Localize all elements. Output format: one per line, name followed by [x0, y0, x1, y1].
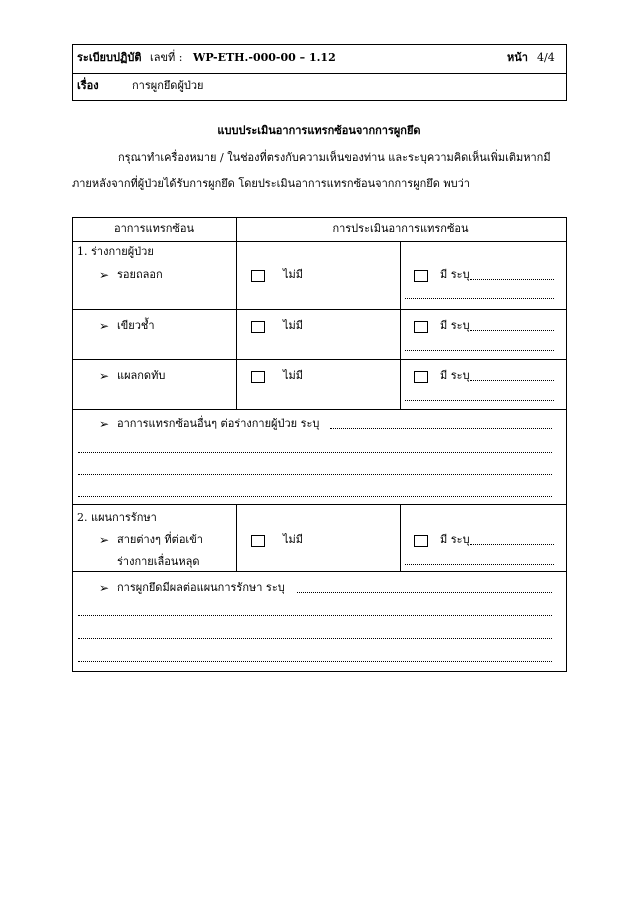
specify-line[interactable]	[297, 592, 552, 593]
no-label: ไม่มี	[283, 319, 304, 332]
yes-checkbox[interactable]	[414, 371, 428, 383]
specify-line[interactable]	[405, 298, 554, 299]
row-label: เขียวช้ำ	[117, 319, 155, 332]
specify-line[interactable]	[405, 350, 554, 351]
yes-label: มี ระบุ	[440, 268, 470, 281]
complication-table	[72, 217, 567, 672]
row-divider	[73, 571, 566, 572]
arrow-bullet-icon: ➢	[99, 533, 110, 547]
no-label: ไม่มี	[283, 533, 304, 546]
row-label: แผลกดทับ	[117, 369, 166, 382]
row-divider	[73, 504, 566, 505]
number-label: เลขที่ :	[150, 51, 183, 64]
specify-line[interactable]	[470, 279, 554, 280]
specify-line[interactable]	[78, 615, 552, 616]
arrow-bullet-icon: ➢	[99, 417, 110, 431]
specify-line[interactable]	[78, 452, 552, 453]
no-checkbox[interactable]	[251, 371, 265, 383]
header-divider	[73, 73, 566, 74]
instruction-line-2: ภายหลังจากที่ผู้ป่วยได้รับการผูกยึด โดยประเมินอาการแทรกซ้อนจากการผูกยึด พบว่า	[72, 177, 470, 190]
doc-number: WP-ETH.-000-00 – 1.12	[193, 51, 336, 64]
col-header-complication: อาการแทรกซ้อน	[113, 222, 195, 235]
arrow-bullet-icon: ➢	[99, 369, 110, 383]
other-complications-label: อาการแทรกซ้อนอื่นๆ ต่อร่างกายผู้ป่วย ระบุ	[117, 417, 320, 430]
specify-line[interactable]	[78, 638, 552, 639]
row-label-cont: ร่างกายเลื่อนหลุด	[117, 555, 200, 568]
no-checkbox[interactable]	[251, 535, 265, 547]
form-title: แบบประเมินอาการแทรกซ้อนจากการผูกยึด	[217, 124, 421, 137]
section-2-title: 2. แผนการรักษา	[77, 511, 157, 524]
specify-line[interactable]	[78, 474, 552, 475]
no-checkbox[interactable]	[251, 270, 265, 282]
no-checkbox[interactable]	[251, 321, 265, 333]
row-label: รอยถลอก	[117, 268, 163, 281]
arrow-bullet-icon: ➢	[99, 319, 110, 333]
page-label: หน้า	[507, 51, 528, 64]
yes-label: มี ระบุ	[440, 533, 470, 546]
col-divider	[236, 504, 237, 571]
col-divider	[400, 241, 401, 409]
specify-line[interactable]	[78, 661, 552, 662]
col-divider	[236, 241, 237, 409]
col-header-assessment: การประเมินอาการแทรกซ้อน	[332, 222, 469, 235]
arrow-bullet-icon: ➢	[99, 268, 110, 282]
instruction-line-1: กรุณาทำเครื่องหมาย / ในช่องที่ตรงกับความเห็นของท่าน และระบุความคิดเห็นเพิ่มเติมหากมี	[118, 151, 551, 164]
no-label: ไม่มี	[283, 369, 304, 382]
row-divider	[73, 409, 566, 410]
no-label: ไม่มี	[283, 268, 304, 281]
yes-checkbox[interactable]	[414, 270, 428, 282]
yes-checkbox[interactable]	[414, 535, 428, 547]
row-label: สายต่างๆ ที่ต่อเข้า	[117, 533, 203, 546]
specify-line[interactable]	[405, 400, 554, 401]
subject-label: เรื่อง	[77, 79, 99, 92]
col-divider	[400, 504, 401, 571]
page-number: 4/4	[537, 51, 555, 64]
row-divider	[73, 309, 566, 310]
subject-value: การผูกยึดผู้ป่วย	[132, 79, 204, 92]
doc-label: ระเบียบปฏิบัติ	[77, 51, 142, 64]
row-divider	[73, 241, 566, 242]
row-divider	[73, 359, 566, 360]
treatment-effect-label: การผูกยึดมีผลต่อแผนการรักษา ระบุ	[117, 581, 285, 594]
section-1-title: 1. ร่างกายผู้ป่วย	[77, 245, 154, 258]
arrow-bullet-icon: ➢	[99, 581, 110, 595]
specify-line[interactable]	[470, 330, 554, 331]
specify-line[interactable]	[470, 380, 554, 381]
specify-line[interactable]	[78, 496, 552, 497]
specify-line[interactable]	[330, 428, 552, 429]
yes-checkbox[interactable]	[414, 321, 428, 333]
specify-line[interactable]	[470, 544, 554, 545]
yes-label: มี ระบุ	[440, 369, 470, 382]
specify-line[interactable]	[405, 564, 554, 565]
yes-label: มี ระบุ	[440, 319, 470, 332]
